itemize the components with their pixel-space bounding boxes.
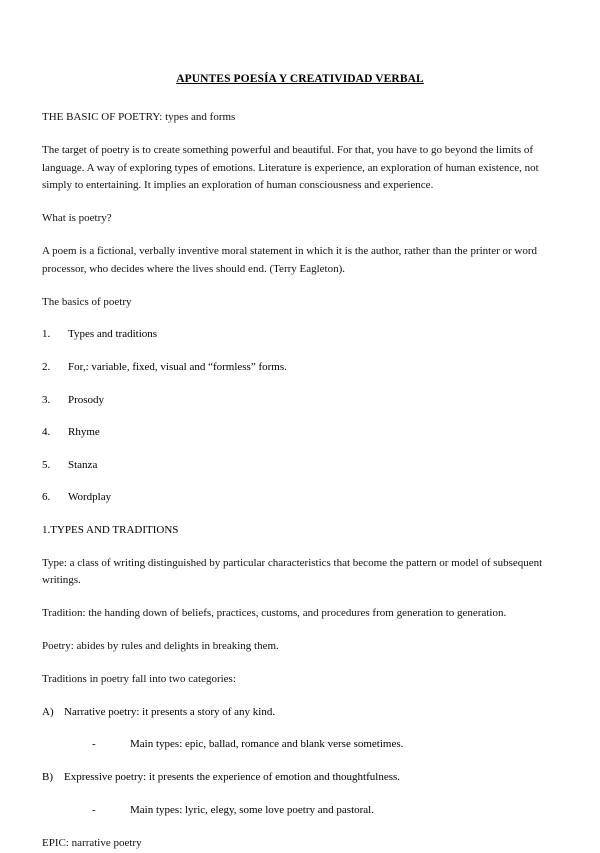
list-item-number: 2. [42, 361, 51, 374]
category-b-subitem [42, 802, 558, 820]
document-title: APUNTES POESÍA Y CREATIVIDAD VERBAL [176, 73, 424, 85]
category-a-subitem [42, 736, 558, 754]
category-b-label: B) [42, 771, 53, 784]
list-item [42, 489, 558, 507]
list-item-number: 4. [42, 426, 51, 439]
dash-bullet-icon: - [92, 804, 96, 817]
section-heading-types-and-traditions: 1.TYPES AND TRADITIONS [42, 524, 179, 536]
paragraph-poetry-definition: Poetry: abides by rules and delights in breaking them. [42, 640, 279, 653]
category-b [42, 769, 558, 787]
paragraph-poem-definition: A poem is a fictional, verbally inventive moral statement in which it is the author, rather than the printer or word processor, who decides where the lives should end. (Terry Eagleton). [42, 245, 538, 275]
list-item-label: Rhyme [68, 426, 100, 439]
list-item-number: 3. [42, 393, 51, 406]
category-b-text: Expressive poetry: it presents the experience of emotion and thoughtfulness. [64, 771, 401, 784]
list-item-number: 5. [42, 458, 51, 471]
paragraph-target-of-poetry: The target of poetry is to create something powerful and beautiful. For that, you have to go beyond the limits of language. A way of exploring types of emotions. Literature is experience, an exploration of human existence, not simply to entertaining. It implies an exploration of human consciousness and experience. [42, 143, 539, 192]
category-b-subitem-text: Main types: lyric, elegy, some love poetry and pastoral. [130, 804, 374, 817]
category-a-subitem-text: Main types: epic, ballad, romance and blank verse sometimes. [130, 738, 404, 751]
list-item [42, 359, 558, 377]
paragraph-categories-intro: Traditions in poetry fall into two categories: [42, 672, 236, 685]
list-item-number: 1. [42, 328, 51, 341]
category-a [42, 704, 558, 722]
list-item [42, 326, 558, 344]
paragraph-epic: EPIC: narrative poetry [42, 836, 142, 849]
list-item-number: 6. [42, 491, 51, 504]
list-item [42, 457, 558, 475]
basics-numbered-list [42, 326, 558, 507]
section-heading-basics: THE BASIC OF POETRY: types and forms [42, 110, 236, 123]
list-item-label: Types and traditions [68, 328, 158, 341]
category-a-text: Narrative poetry: it presents a story of any kind. [64, 705, 276, 718]
list-item-label: Wordplay [68, 491, 112, 504]
list-item-label: For,: variable, fixed, visual and “formless” forms. [68, 361, 287, 374]
heading-basics-of-poetry: The basics of poetry [42, 295, 132, 308]
category-a-label: A) [42, 705, 54, 718]
paragraph-tradition-definition: Tradition: the handing down of beliefs, practices, customs, and procedures from generation to generation. [42, 607, 507, 620]
dash-bullet-icon: - [92, 738, 96, 751]
list-item [42, 392, 558, 410]
list-item [42, 424, 558, 442]
question-what-is-poetry: What is poetry? [42, 212, 112, 225]
list-item-label: Stanza [68, 458, 98, 471]
list-item-label: Prosody [68, 393, 105, 406]
paragraph-type-definition: Type: a class of writing distinguished by particular characteristics that become the pattern or model of subsequent writings. [42, 556, 543, 587]
